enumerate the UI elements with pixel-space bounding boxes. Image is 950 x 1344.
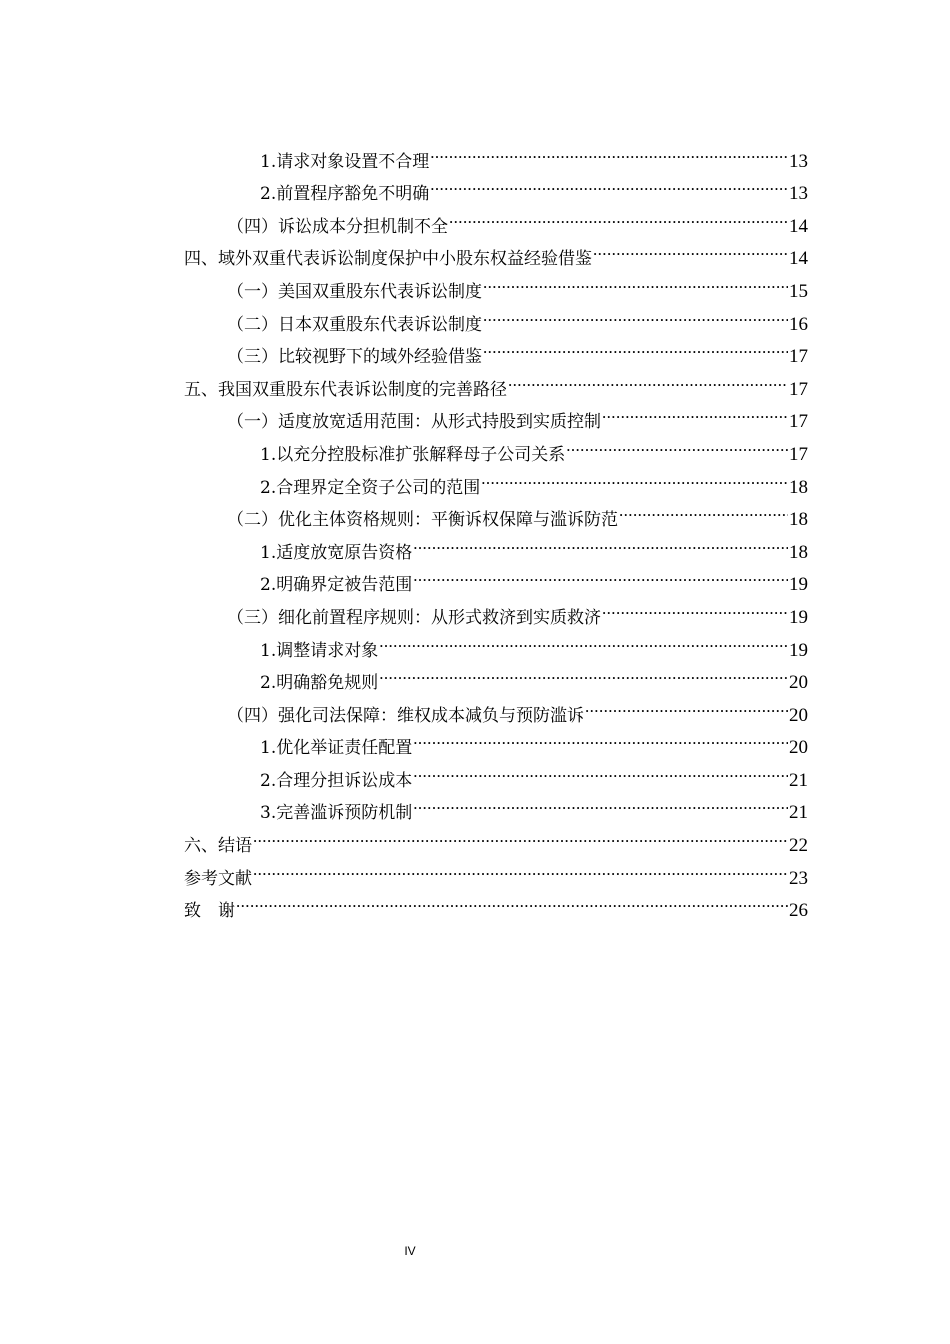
- toc-entry-page: 15: [789, 280, 808, 302]
- toc-dot-leader: [379, 623, 788, 656]
- page-number: IV: [404, 1244, 416, 1258]
- toc-entry-title: （四）诉讼成本分担机制不全: [227, 216, 448, 237]
- toc-entry-page: 13: [789, 150, 808, 172]
- toc-entry-title: 1.适度放宽原告资格: [260, 542, 413, 563]
- toc-dot-leader: [413, 721, 788, 754]
- toc-dot-leader: [593, 232, 788, 265]
- toc-entry-title: 2.明确豁免规则: [260, 673, 379, 694]
- toc-entry-page: 19: [789, 574, 808, 596]
- toc-entry-page: 19: [789, 639, 808, 661]
- toc-dot-leader: [483, 264, 788, 297]
- toc-entry-page: 21: [789, 802, 808, 824]
- toc-dot-leader: [483, 330, 788, 363]
- toc-entry-title: （一）适度放宽适用范围：从形式持股到实质控制: [227, 412, 601, 433]
- table-of-contents: [184, 134, 808, 922]
- toc-dot-leader: [585, 688, 788, 721]
- toc-entry-page: 26: [789, 900, 808, 922]
- toc-entry-title: 参考文献: [184, 868, 252, 889]
- toc-entry-title: 2.明确界定被告范围: [260, 575, 413, 596]
- toc-entry-page: 18: [789, 541, 808, 563]
- toc-entry-page: 20: [789, 737, 808, 759]
- toc-entry-page: 21: [789, 769, 808, 791]
- toc-entry[interactable]: [184, 851, 808, 889]
- toc-dot-leader: [449, 199, 788, 232]
- toc-entry-page: 18: [789, 476, 808, 498]
- toc-entry[interactable]: [184, 818, 808, 857]
- toc-entry-page: 13: [789, 183, 808, 205]
- toc-entry-page: 14: [789, 248, 808, 270]
- toc-entry-title: 五、我国双重股东代表诉讼制度的完善路径: [184, 379, 507, 400]
- toc-entry-title: 2.合理界定全资子公司的范围: [260, 477, 481, 498]
- toc-entry-title: 六、结语: [184, 836, 252, 857]
- toc-entry-title: 1.以充分控股标准扩张解释母子公司关系: [260, 444, 566, 465]
- toc-entry-page: 18: [789, 509, 808, 531]
- toc-dot-leader: [481, 460, 788, 493]
- toc-entry-page: 19: [789, 606, 808, 628]
- toc-entry-page: 23: [789, 867, 808, 889]
- toc-entry-page: 17: [789, 346, 808, 368]
- toc-entry-title: （四）强化司法保障：维权成本减负与预防滥诉: [227, 705, 584, 726]
- toc-entry-page: 20: [789, 704, 808, 726]
- toc-entry-title: （二）优化主体资格规则：平衡诉权保障与滥诉防范: [227, 510, 618, 531]
- toc-dot-leader: [379, 656, 788, 689]
- toc-dot-leader: [413, 525, 788, 558]
- toc-entry[interactable]: [184, 884, 808, 922]
- toc-entry-title: 1.请求对象设置不合理: [260, 151, 430, 172]
- toc-dot-leader: [508, 362, 788, 395]
- toc-entry[interactable]: [184, 134, 808, 172]
- toc-entry-title: 2.前置程序豁免不明确: [260, 184, 430, 205]
- toc-entry-page: 16: [789, 313, 808, 335]
- toc-dot-leader: [602, 590, 788, 623]
- toc-dot-leader: [413, 753, 788, 786]
- toc-entry-title: 四、域外双重代表诉讼制度保护中小股东权益经验借鉴: [184, 249, 592, 270]
- toc-dot-leader: [236, 884, 788, 917]
- toc-entry-title: 1.调整请求对象: [260, 640, 379, 661]
- toc-entry-title: （二）日本双重股东代表诉讼制度: [227, 314, 482, 335]
- toc-entry-page: 17: [789, 378, 808, 400]
- toc-dot-leader: [430, 134, 788, 167]
- toc-entry-page: 22: [789, 835, 808, 857]
- toc-entry-title: 3.完善滥诉预防机制: [260, 803, 413, 824]
- toc-entry-title: 2.合理分担诉讼成本: [260, 770, 413, 791]
- toc-entry-title: （三）细化前置程序规则：从形式救济到实质救济: [227, 607, 601, 628]
- toc-dot-leader: [483, 297, 788, 330]
- toc-entry-title: 致 谢: [184, 901, 235, 922]
- toc-entry-title: （三）比较视野下的域外经验借鉴: [227, 347, 482, 368]
- toc-dot-leader: [566, 427, 788, 460]
- toc-entry-page: 17: [789, 443, 808, 465]
- toc-entry-page: 14: [789, 215, 808, 237]
- toc-dot-leader: [413, 786, 788, 819]
- toc-entry-title: 1.优化举证责任配置: [260, 738, 413, 759]
- toc-dot-leader: [253, 851, 788, 884]
- toc-dot-leader: [253, 818, 788, 851]
- toc-dot-leader: [602, 395, 788, 428]
- toc-dot-leader: [413, 558, 788, 591]
- toc-dot-leader: [430, 167, 788, 200]
- toc-entry-page: 20: [789, 672, 808, 694]
- toc-entry-page: 17: [789, 411, 808, 433]
- toc-entry-title: （一）美国双重股东代表诉讼制度: [227, 281, 482, 302]
- toc-dot-leader: [619, 493, 788, 526]
